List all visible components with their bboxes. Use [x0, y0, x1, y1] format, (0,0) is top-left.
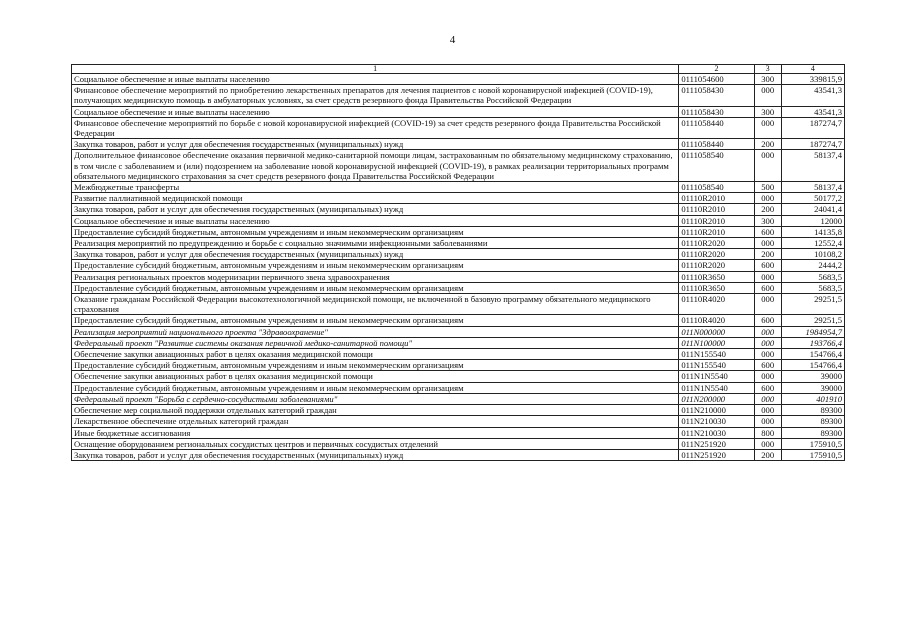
row-amount-cell: 58137,4: [781, 182, 844, 193]
row-code-cell: 01110R3650: [679, 271, 754, 282]
row-amount-cell: 5683,5: [781, 282, 844, 293]
table-row: [72, 360, 845, 371]
header-cell-amount: 4: [781, 65, 844, 74]
row-amount-cell: 58137,4: [781, 150, 844, 182]
row-type-cell: 600: [754, 315, 781, 326]
row-name-cell: Предоставление субсидий бюджетным, автономным учреждениям и иным некоммерческим организациям: [72, 315, 679, 326]
row-amount-cell: 12552,4: [781, 238, 844, 249]
row-amount-cell: 43541,3: [781, 85, 844, 106]
row-type-cell: 000: [754, 85, 781, 106]
row-amount-cell: 401910: [781, 393, 844, 404]
row-code-cell: 01110R2020: [679, 238, 754, 249]
row-name-cell: Финансовое обеспечение мероприятий по борьбе с новой коронавирусной инфекцией (COVID-19) за счет средств резервного фонда Правительства Российской Федерации: [72, 117, 679, 138]
row-type-cell: 000: [754, 117, 781, 138]
row-name-cell: Оснащение оборудованием региональных сосудистых центров и первичных сосудистых отделений: [72, 438, 679, 449]
table-row: [72, 349, 845, 360]
row-type-cell: 000: [754, 371, 781, 382]
row-amount-cell: 5683,5: [781, 271, 844, 282]
row-amount-cell: 39000: [781, 382, 844, 393]
row-code-cell: 011N155540: [679, 360, 754, 371]
row-type-cell: 000: [754, 337, 781, 348]
row-name-cell: Федеральный проект "Развитие системы оказания первичной медико-санитарной помощи": [72, 337, 679, 348]
row-type-cell: 600: [754, 360, 781, 371]
table-row: [72, 294, 845, 315]
table-row: [72, 393, 845, 404]
row-type-cell: 000: [754, 150, 781, 182]
row-type-cell: 000: [754, 326, 781, 337]
row-code-cell: 011N210030: [679, 416, 754, 427]
table-row: [72, 371, 845, 382]
table-row: [72, 204, 845, 215]
table-row: [72, 193, 845, 204]
row-amount-cell: 24041,4: [781, 204, 844, 215]
row-name-cell: Предоставление субсидий бюджетным, автономным учреждениям и иным некоммерческим организациям: [72, 360, 679, 371]
row-code-cell: 01110R2010: [679, 193, 754, 204]
table-row: [72, 150, 845, 182]
row-type-cell: 600: [754, 260, 781, 271]
row-amount-cell: 29251,5: [781, 315, 844, 326]
row-code-cell: 011N210030: [679, 427, 754, 438]
table-row: [72, 416, 845, 427]
row-amount-cell: 39000: [781, 371, 844, 382]
row-name-cell: Закупка товаров, работ и услуг для обеспечения государственных (муниципальных) нужд: [72, 139, 679, 150]
row-name-cell: Предоставление субсидий бюджетным, автономным учреждениям и иным некоммерческим организациям: [72, 260, 679, 271]
row-type-cell: 000: [754, 238, 781, 249]
row-amount-cell: 154766,4: [781, 360, 844, 371]
row-code-cell: 0111058540: [679, 182, 754, 193]
table-row: [72, 271, 845, 282]
row-type-cell: 200: [754, 204, 781, 215]
table-row: [72, 85, 845, 106]
row-type-cell: 200: [754, 249, 781, 260]
row-code-cell: 0111058430: [679, 85, 754, 106]
row-name-cell: Развитие паллиативной медицинской помощи: [72, 193, 679, 204]
table-row: [72, 427, 845, 438]
table-row: [72, 438, 845, 449]
table-row: [72, 405, 845, 416]
row-amount-cell: 339815,9: [781, 74, 844, 85]
row-name-cell: Предоставление субсидий бюджетным, автономным учреждениям и иным некоммерческим организациям: [72, 226, 679, 237]
row-name-cell: Иные бюджетные ассигнования: [72, 427, 679, 438]
table-row: [72, 215, 845, 226]
row-type-cell: 600: [754, 382, 781, 393]
row-amount-cell: 2444,2: [781, 260, 844, 271]
row-code-cell: 01110R2010: [679, 204, 754, 215]
row-code-cell: 011N1N5540: [679, 371, 754, 382]
row-code-cell: 011N1N5540: [679, 382, 754, 393]
row-type-cell: 300: [754, 74, 781, 85]
row-type-cell: 800: [754, 427, 781, 438]
table-header-row: [72, 65, 845, 74]
row-name-cell: Лекарственное обеспечение отдельных категорий граждан: [72, 416, 679, 427]
row-type-cell: 000: [754, 405, 781, 416]
row-name-cell: Закупка товаров, работ и услуг для обеспечения государственных (муниципальных) нужд: [72, 249, 679, 260]
budget-table-body: [72, 65, 845, 461]
table-row: [72, 106, 845, 117]
row-amount-cell: 1984954,7: [781, 326, 844, 337]
row-code-cell: 01110R2010: [679, 226, 754, 237]
row-amount-cell: 175910,5: [781, 449, 844, 460]
row-amount-cell: 154766,4: [781, 349, 844, 360]
row-type-cell: 600: [754, 282, 781, 293]
row-type-cell: 000: [754, 393, 781, 404]
table-row: [72, 260, 845, 271]
row-code-cell: 0111058430: [679, 106, 754, 117]
row-type-cell: 000: [754, 349, 781, 360]
row-amount-cell: 89300: [781, 405, 844, 416]
row-name-cell: Закупка товаров, работ и услуг для обеспечения государственных (муниципальных) нужд: [72, 449, 679, 460]
row-code-cell: 011N200000: [679, 393, 754, 404]
row-code-cell: 01110R2020: [679, 260, 754, 271]
table-row: [72, 315, 845, 326]
page-number: 4: [449, 34, 456, 46]
table-row: [72, 326, 845, 337]
row-type-cell: 000: [754, 193, 781, 204]
table-row: [72, 238, 845, 249]
row-amount-cell: 187274,7: [781, 117, 844, 138]
row-name-cell: Социальное обеспечение и иные выплаты населению: [72, 215, 679, 226]
row-code-cell: 011N100000: [679, 337, 754, 348]
row-amount-cell: 187274,7: [781, 139, 844, 150]
row-type-cell: 000: [754, 294, 781, 315]
row-code-cell: 01110R3650: [679, 282, 754, 293]
row-type-cell: 000: [754, 271, 781, 282]
row-amount-cell: 12000: [781, 215, 844, 226]
table-row: [72, 282, 845, 293]
row-name-cell: Закупка товаров, работ и услуг для обеспечения государственных (муниципальных) нужд: [72, 204, 679, 215]
row-code-cell: 01110R2020: [679, 249, 754, 260]
row-code-cell: 0111058540: [679, 150, 754, 182]
row-name-cell: Обеспечение закупки авиационных работ в целях оказания медицинской помощи: [72, 349, 679, 360]
table-row: [72, 226, 845, 237]
row-amount-cell: 89300: [781, 416, 844, 427]
row-name-cell: Предоставление субсидий бюджетным, автономным учреждениям и иным некоммерческим организациям: [72, 382, 679, 393]
row-code-cell: 011N210000: [679, 405, 754, 416]
row-name-cell: Социальное обеспечение и иные выплаты населению: [72, 74, 679, 85]
row-code-cell: 01110R4020: [679, 315, 754, 326]
row-code-cell: 011N155540: [679, 349, 754, 360]
budget-table: [71, 64, 845, 461]
row-amount-cell: 10108,2: [781, 249, 844, 260]
row-code-cell: 011N000000: [679, 326, 754, 337]
row-name-cell: Социальное обеспечение и иные выплаты населению: [72, 106, 679, 117]
row-code-cell: 011N251920: [679, 438, 754, 449]
row-type-cell: 300: [754, 106, 781, 117]
row-name-cell: Реализация мероприятий по предупреждению и борьбе с социально значимыми инфекционными заболеваниями: [72, 238, 679, 249]
row-amount-cell: 50177,2: [781, 193, 844, 204]
row-name-cell: Обеспечение мер социальной поддержки отдельных категорий граждан: [72, 405, 679, 416]
row-code-cell: 0111054600: [679, 74, 754, 85]
row-code-cell: 0111058440: [679, 139, 754, 150]
row-name-cell: Реализация региональных проектов модернизации первичного звена здравоохранения: [72, 271, 679, 282]
row-code-cell: 011N251920: [679, 449, 754, 460]
table-row: [72, 117, 845, 138]
row-name-cell: Реализация мероприятий национального проекта "Здравоохранение": [72, 326, 679, 337]
row-amount-cell: 89300: [781, 427, 844, 438]
header-cell-code: 2: [679, 65, 754, 74]
row-type-cell: 300: [754, 215, 781, 226]
table-row: [72, 249, 845, 260]
row-amount-cell: 43541,3: [781, 106, 844, 117]
row-name-cell: Межбюджетные трансферты: [72, 182, 679, 193]
row-type-cell: 200: [754, 139, 781, 150]
header-cell-name: 1: [72, 65, 679, 74]
row-name-cell: Финансовое обеспечение мероприятий по приобретению лекарственных препаратов для лечения пациентов с новой коронавирусной инфекцией (COVID-19), получающих медицинскую помощь в амбулаторных условиях, за счет средств резервного фонда Правительства Российской Федерации: [72, 85, 679, 106]
row-type-cell: 000: [754, 438, 781, 449]
row-amount-cell: 14135,8: [781, 226, 844, 237]
row-name-cell: Дополнительное финансовое обеспечение оказания первичной медико-санитарной помощи лицам, застрахованным по обязательному медицинскому страхованию, в том числе с заболеванием и (или) подозрением на заболевание новой коронавирусной инфекцией (COVID-19), в рамках реализации территориальных программ обязательного медицинского страхования за счет средств резервного фонда Правительства Российской Федерации: [72, 150, 679, 182]
row-code-cell: 01110R4020: [679, 294, 754, 315]
row-amount-cell: 29251,5: [781, 294, 844, 315]
row-name-cell: Предоставление субсидий бюджетным, автономным учреждениям и иным некоммерческим организациям: [72, 282, 679, 293]
table-row: [72, 382, 845, 393]
header-cell-type: 3: [754, 65, 781, 74]
row-type-cell: 000: [754, 416, 781, 427]
row-name-cell: Оказание гражданам Российской Федерации высокотехнологичной медицинской помощи, не включенной в базовую программу обязательного медицинского страхования: [72, 294, 679, 315]
table-row: [72, 139, 845, 150]
row-name-cell: Федеральный проект "Борьба с сердечно-сосудистыми заболеваниями": [72, 393, 679, 404]
row-amount-cell: 175910,5: [781, 438, 844, 449]
row-type-cell: 500: [754, 182, 781, 193]
table-row: [72, 182, 845, 193]
row-name-cell: Обеспечение закупки авиационных работ в целях оказания медицинской помощи: [72, 371, 679, 382]
row-code-cell: 0111058440: [679, 117, 754, 138]
row-type-cell: 200: [754, 449, 781, 460]
table-row: [72, 337, 845, 348]
row-type-cell: 600: [754, 226, 781, 237]
row-amount-cell: 193766,4: [781, 337, 844, 348]
table-row: [72, 449, 845, 460]
row-code-cell: 01110R2010: [679, 215, 754, 226]
table-row: [72, 74, 845, 85]
